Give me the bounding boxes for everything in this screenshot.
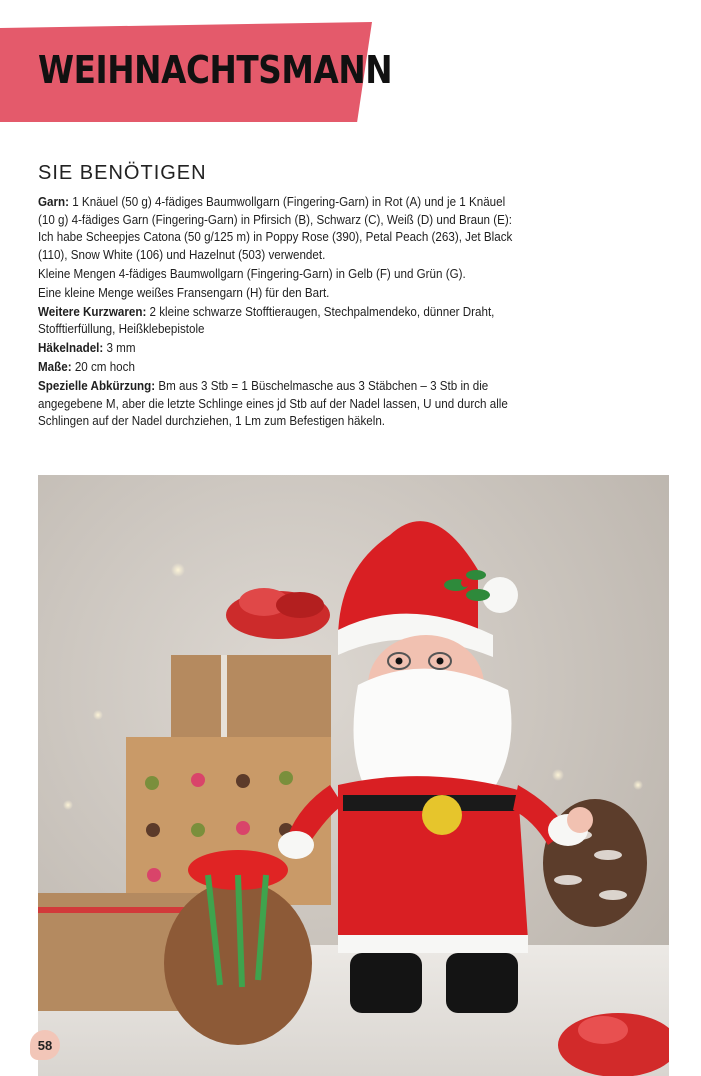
hook-paragraph bbox=[38, 340, 522, 358]
page-title: WEIHNACHTSMANN bbox=[38, 48, 393, 92]
yarn-text: 1 Knäuel (50 g) 4-fädiges Baumwollgarn (Fingering-Garn) in Rot (A) und je 1 Knäuel (10 g) 4-fädiges Garn (Fingering-Garn) in Pfirsich (B), Schwarz (C), Weiß (D) und Braun (E): Ich habe Scheepjes Catona (50 g/125 m) in Poppy Rose (390), Petal Peach (263), Jet Black (110), Snow White (106) und Hazelnut (503) verwendet. bbox=[38, 195, 513, 262]
materials-list bbox=[38, 194, 522, 432]
materials-heading: SIE BENÖTIGEN bbox=[38, 162, 207, 184]
notions-paragraph bbox=[38, 304, 522, 339]
abbreviation-paragraph bbox=[38, 378, 522, 431]
page-number-badge: 58 bbox=[30, 1030, 60, 1060]
small-amounts-paragraph: Kleine Mengen 4-fädiges Baumwollgarn (Fingering-Garn) in Gelb (F) und Grün (G). bbox=[38, 266, 466, 281]
abbreviation-label: Spezielle Abkürzung: bbox=[38, 379, 156, 393]
abbreviation-text: Bm aus 3 Stb = 1 Büschelmasche aus 3 Stäbchen – 3 Stb in die angegebene M, aber die letzte Schlinge eines jd Stb auf der Nadel lassen, U und durch alle Schlingen auf der Nadel durchziehen, 1 Lm zum Befestigen häkeln. bbox=[38, 379, 508, 428]
size-text: 20 cm hoch bbox=[71, 360, 135, 374]
gift-box-top bbox=[171, 655, 331, 749]
hook-label: Häkelnadel: bbox=[38, 341, 104, 355]
notions-text: 2 kleine schwarze Stofftieraugen, Stechpalmendeko, dünner Draht, Stofftierfüllung, Heißklebepistole bbox=[38, 304, 495, 336]
fringe-paragraph: Eine kleine Menge weißes Fransengarn (H) für den Bart. bbox=[38, 285, 330, 300]
hook-text: 3 mm bbox=[103, 341, 136, 355]
yarn-paragraph bbox=[38, 194, 522, 264]
santa-illustration bbox=[38, 475, 669, 1076]
santa-photo bbox=[38, 475, 669, 1076]
size-paragraph bbox=[38, 359, 522, 377]
yarn-label: Garn: bbox=[38, 195, 70, 209]
notions-label: Weitere Kurzwaren: bbox=[38, 304, 147, 319]
size-label: Maße: bbox=[38, 360, 72, 374]
